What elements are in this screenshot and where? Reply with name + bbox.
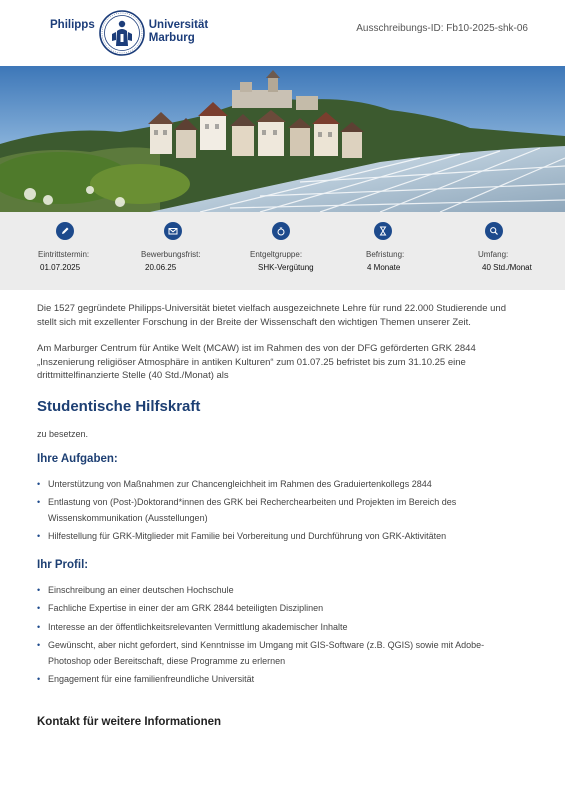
logo-word-philipps: Philipps	[50, 19, 95, 31]
profile-list	[37, 583, 527, 688]
info-scope	[452, 212, 565, 290]
info-pay-grade	[226, 212, 339, 290]
info-label: Befristung:	[366, 250, 405, 259]
list-item: • Unterstützung von Maßnahmen zur Chancengleichheit im Rahmen des Graduiertenkollegs 2844	[37, 477, 527, 493]
info-value: 4 Monate	[367, 263, 401, 272]
info-value: 40 Std./Monat	[482, 263, 532, 272]
info-value: 01.07.2025	[40, 263, 81, 272]
reference-id: Ausschreibungs-ID: Fb10-2025-shk-06	[356, 23, 528, 34]
intro-paragraph: Die 1527 gegründete Philipps-Universität bietet vielfach ausgezeichnete Lehre für rund 22.000 Studierende und stellt sich mit exzellenter Forschung in der Breite der Wissenschaft den wichtigen Themen unserer Zeit.	[37, 303, 506, 328]
job-info-strip	[0, 212, 565, 290]
info-value: 20.06.25	[145, 263, 177, 272]
list-item: • Engagement für eine familienfreundliche Universität	[37, 672, 527, 688]
info-start-date	[0, 212, 113, 290]
job-title: Studentische Hilfskraft	[37, 397, 201, 415]
logo-word-marburg: Marburg	[148, 32, 195, 44]
tasks-heading: Ihre Aufgaben:	[37, 452, 118, 465]
page-header	[0, 0, 565, 66]
profile-heading: Ihr Profil:	[37, 558, 89, 571]
logo-text-right	[145, 19, 208, 45]
to-fill-text: zu besetzen.	[37, 428, 89, 439]
info-label: Entgeltgruppe:	[250, 250, 303, 259]
list-item: • Entlastung von (Post-)Doktorand*innen des GRK bei Recherchearbeiten und Projekten im Bereich des Wissenskommunikation (Ausstellungen)	[37, 495, 527, 526]
info-label: Eintrittstermin:	[38, 250, 90, 259]
info-label: Umfang:	[478, 250, 509, 259]
info-label: Bewerbungsfrist:	[141, 250, 201, 259]
tasks-list	[37, 477, 527, 545]
job-description	[37, 302, 527, 728]
hourglass-icon	[374, 222, 392, 240]
search-icon	[485, 222, 503, 240]
banner-image	[0, 66, 565, 212]
contact-heading: Kontakt für weitere Informationen	[37, 715, 222, 728]
logo-word-universitaet: Universität	[148, 19, 209, 31]
envelope-icon	[164, 222, 182, 240]
list-item: • Einschreibung an einer deutschen Hochschule	[37, 583, 527, 599]
pen-icon	[56, 222, 74, 240]
list-item: • Fachliche Expertise in einer der am GRK 2844 beteiligten Disziplinen	[37, 601, 527, 617]
list-item: • Interesse an der öffentlichkeitsrelevanten Vermittlung akademischer Inhalte	[37, 620, 527, 636]
position-paragraph: Am Marburger Centrum für Antike Welt (MCAW) ist im Rahmen des von der DFG geförderten GRK 2844 „Inszenierung religiöser Atmosphäre in antiken Kulturen“ zum 01.07.25 befristet bis zum 31.10.25 eine drittmittelfinanzierte Stelle (40 Std./Monat) als	[37, 343, 476, 381]
logo-text-left	[50, 19, 99, 32]
money-bag-icon	[272, 222, 290, 240]
info-duration	[339, 212, 452, 290]
university-logo[interactable]	[50, 8, 208, 58]
list-item: • Hilfestellung für GRK-Mitglieder mit Familie bei Vorbereitung und Durchführung von GRK-Aktivitäten	[37, 529, 527, 545]
list-item: • Gewünscht, aber nicht gefordert, sind Kenntnisse im Umgang mit GIS-Software (z.B. QGIS) sowie mit Adobe-Photoshop oder Bereitschaft, diese Programme zu erlernen	[37, 638, 527, 669]
university-seal-icon	[99, 10, 145, 56]
info-value: SHK-Vergütung	[258, 263, 314, 272]
info-deadline	[113, 212, 226, 290]
